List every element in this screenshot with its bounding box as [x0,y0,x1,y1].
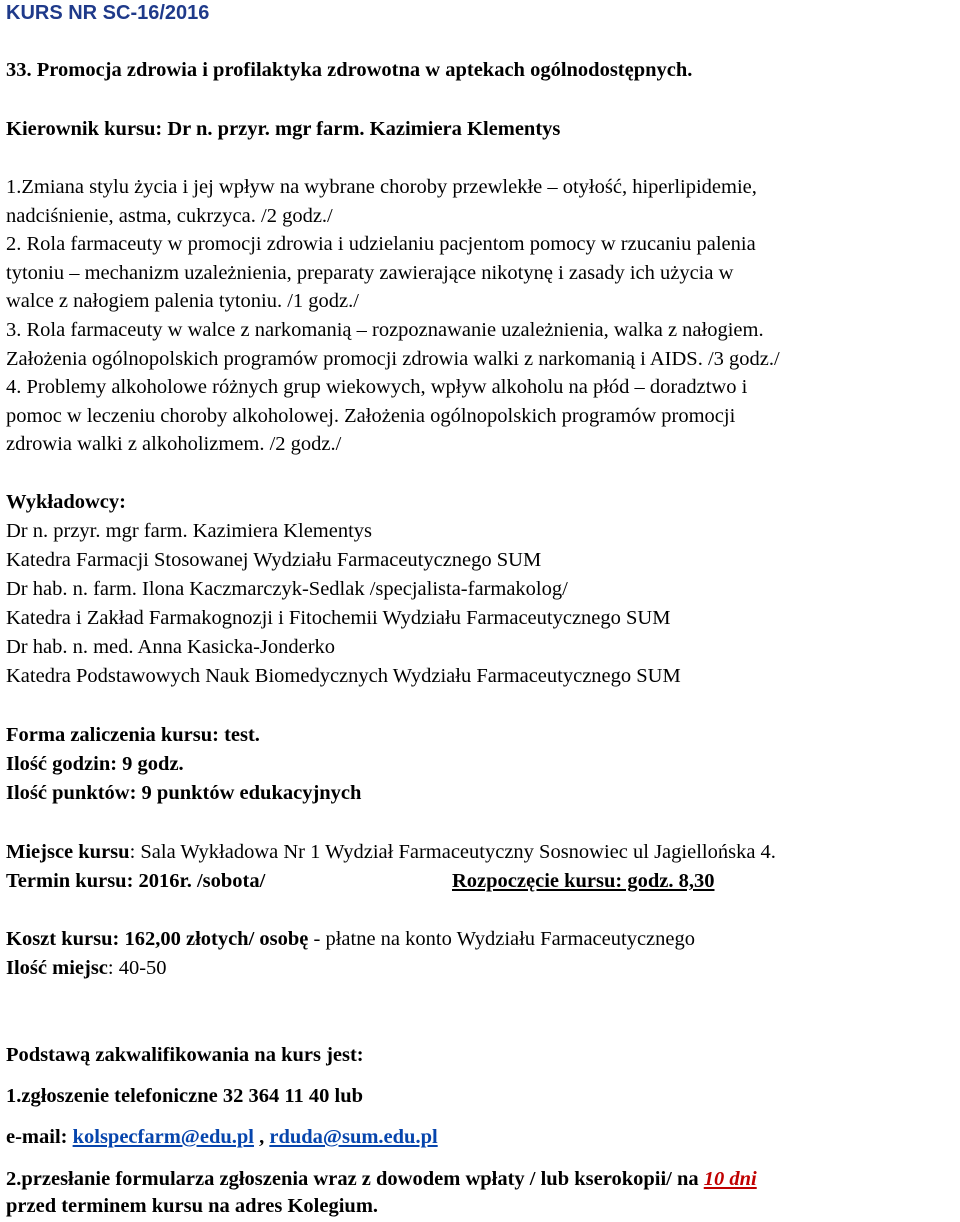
topic-line: 3. Rola farmaceuty w walce z narkomanią – rozpoznawanie uzależnienia, walka z nałogiem. [6,319,764,341]
lecturer-line: Katedra i Zakład Farmakognozji i Fitochemii Wydziału Farmaceutycznego SUM [6,607,671,629]
send-text: 2.przesłanie formularza zgłoszenia wraz z dowodem wpłaty / lub kserokopii/ na [6,1168,704,1190]
email-link-kolspecfarm[interactable]: kolspecfarm@edu.pl [72,1126,254,1148]
seats-value: : 40-50 [107,957,167,979]
cost-note: - płatne na konto Wydziału Farmaceutycznego [308,928,695,950]
lecturer-line: Dr hab. n. med. Anna Kasicka-Jonderko [6,636,336,658]
course-title: 33. Promocja zdrowia i profilaktyka zdrowotna w aptekach ogólnodostępnych. [6,59,693,81]
send-line-2: przed terminem kursu na adres Kolegium. [6,1195,379,1217]
place-value: : Sala Wykładowa Nr 1 Wydział Farmaceutyczny Sosnowiec ul Jagiellońska 4. [129,841,776,863]
lecturer-line: Dr hab. n. farm. Ilona Kaczmarczyk-Sedlak /specjalista-farmakolog/ [6,578,568,600]
course-number: KURS NR SC-16/2016 [6,2,210,24]
lecturer-line: Dr n. przyr. mgr farm. Kazimiera Klementys [6,520,373,542]
topic-line: zdrowia walki z alkoholizmem. /2 godz./ [6,433,342,455]
topic-line: 4. Problemy alkoholowe różnych grup wiekowych, wpływ alkoholu na płód – doradztwo i [6,376,748,398]
cost-label: Koszt kursu [6,928,113,950]
course-term [6,868,714,895]
course-seats [6,955,167,982]
course-points: Ilość punktów: 9 punktów edukacyjnych [6,782,362,804]
course-hours: Ilość godzin: 9 godz. [6,753,184,775]
email-line [6,1124,438,1151]
topic-line: nadciśnienie, astma, cukrzyca. /2 godz./ [6,205,333,227]
phone-line: 1.zgłoszenie telefoniczne 32 364 11 40 lub [6,1085,363,1107]
course-place [6,839,776,866]
course-manager: Kierownik kursu: Dr n. przyr. mgr farm. Kazimiera Klementys [6,118,561,140]
topic-line: 1.Zmiana stylu życia i jej wpływ na wybrane choroby przewlekłe – otyłość, hiperlipidemie, [6,176,757,198]
send-days: 10 dni [703,1168,757,1190]
topic-line: walce z nałogiem palenia tytoniu. /1 godz./ [6,290,359,312]
lecturer-line: Katedra Farmacji Stosowanej Wydziału Farmaceutycznego SUM [6,549,542,571]
send-line [6,1166,757,1193]
topic-line: pomoc w leczeniu choroby alkoholowej. Założenia ogólnopolskich programów promocji [6,405,736,427]
term-label: Termin kursu: 2016r. /sobota/ [6,870,266,892]
topic-line: tytoniu – mechanizm uzależnienia, preparaty zawierające nikotynę i zasady ich użycia w [6,262,734,284]
start-label: Rozpoczęcie kursu: godz. 8,30 [452,870,715,892]
seats-label: Ilość miejsc [6,957,108,979]
assessment-form: Forma zaliczenia kursu: test. [6,724,260,746]
lecturer-line: Katedra Podstawowych Nauk Biomedycznych Wydziału Farmaceutycznego SUM [6,665,681,687]
email-separator: , [253,1126,270,1148]
topic-line: 2. Rola farmaceuty w promocji zdrowia i udzielaniu pacjentom pomocy w rzucaniu palenia [6,233,756,255]
email-link-rduda[interactable]: rduda@sum.edu.pl [269,1126,438,1148]
basis-heading: Podstawą zakwalifikowania na kurs jest: [6,1044,364,1066]
cost-value: : 162,00 złotych/ osobę [112,928,309,950]
email-prefix: e-mail: [6,1126,73,1148]
lecturers-heading: Wykładowcy: [6,491,126,513]
course-cost [6,926,695,953]
topic-line: Założenia ogólnopolskich programów promocji zdrowia walki z narkomanią i AIDS. /3 godz./ [6,348,780,370]
place-label: Miejsce kursu [6,841,130,863]
